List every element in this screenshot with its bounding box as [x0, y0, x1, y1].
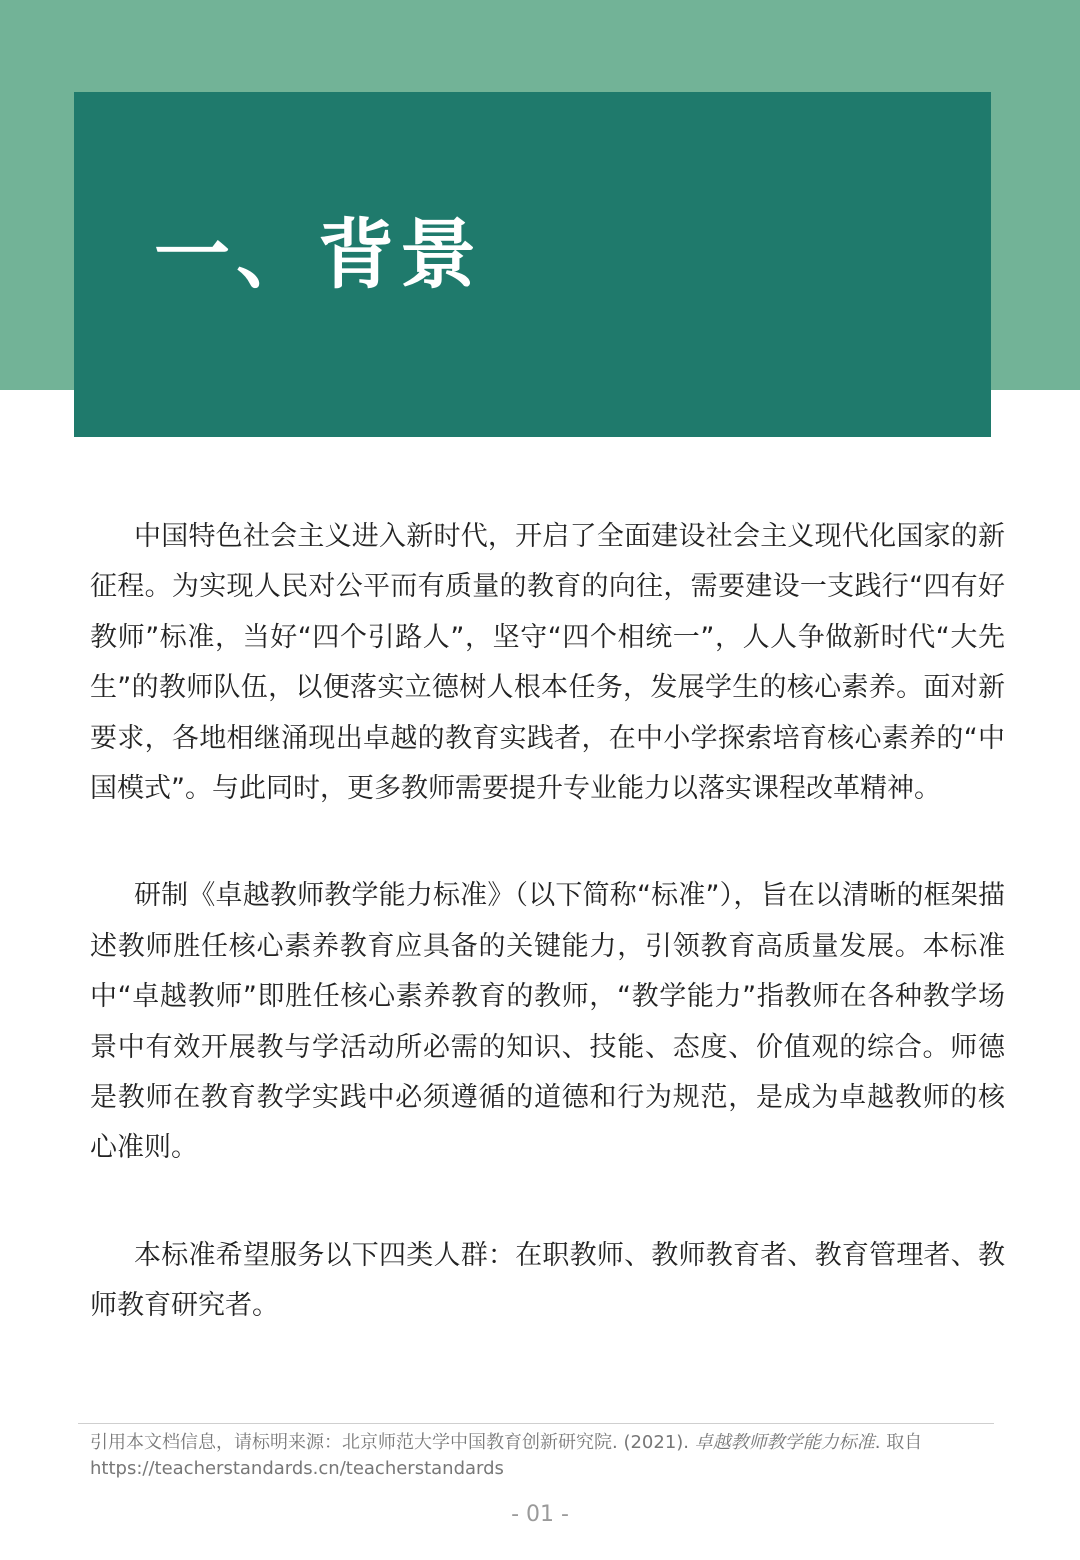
paragraph-2: 研制《卓越教师教学能力标准》（以下简称“标准”），旨在以清晰的框架描述教师胜任核心素养教育应具备的关键能力，引领教育高质量发展。本标准中“卓越教师”即胜任核心素养教育的教师，“教学能力”指教师在各种教学场景中有效开展教与学活动所必需的知识、技能、态度、价值观的综合。师德是教师在教育教学实践中必须遵循的道德和行为规范，是成为卓越教师的核心准则。	[90, 880, 1005, 1164]
citation-prefix: 引用本文档信息，请标明来源：北京师范大学中国教育创新研究院. (2021).	[90, 1432, 695, 1453]
section-title: 一、背景	[154, 210, 482, 299]
page-number: - 01 -	[511, 1502, 569, 1527]
paragraph-3: 本标准希望服务以下四类人群：在职教师、教师教育者、教育管理者、教师教育研究者。	[90, 1239, 1005, 1322]
paragraph-1: 中国特色社会主义进入新时代，开启了全面建设社会主义现代化国家的新征程。为实现人民对公平而有质量的教育的向往，需要建设一支践行“四有好教师”标准，当好“四个引路人”，坚守“四个相统一”，人人争做新时代“大先生”的教师队伍，以便落实立德树人根本任务，发展学生的核心素养。面对新要求，各地相继涌现出卓越的教育实践者，在中小学探索培育核心素养的“中国模式”。与此同时，更多教师需要提升专业能力以落实课程改革精神。	[90, 521, 1005, 805]
citation-doc-title: 卓越教师教学能力标准	[694, 1432, 875, 1453]
footer-divider	[78, 1423, 994, 1424]
citation-url[interactable]: https://teacherstandards.cn/teacherstandards	[90, 1458, 504, 1479]
section-title-box	[74, 92, 991, 437]
body-content	[90, 512, 1005, 1332]
citation-suffix: . 取自	[874, 1432, 923, 1453]
citation-note	[90, 1430, 1005, 1482]
